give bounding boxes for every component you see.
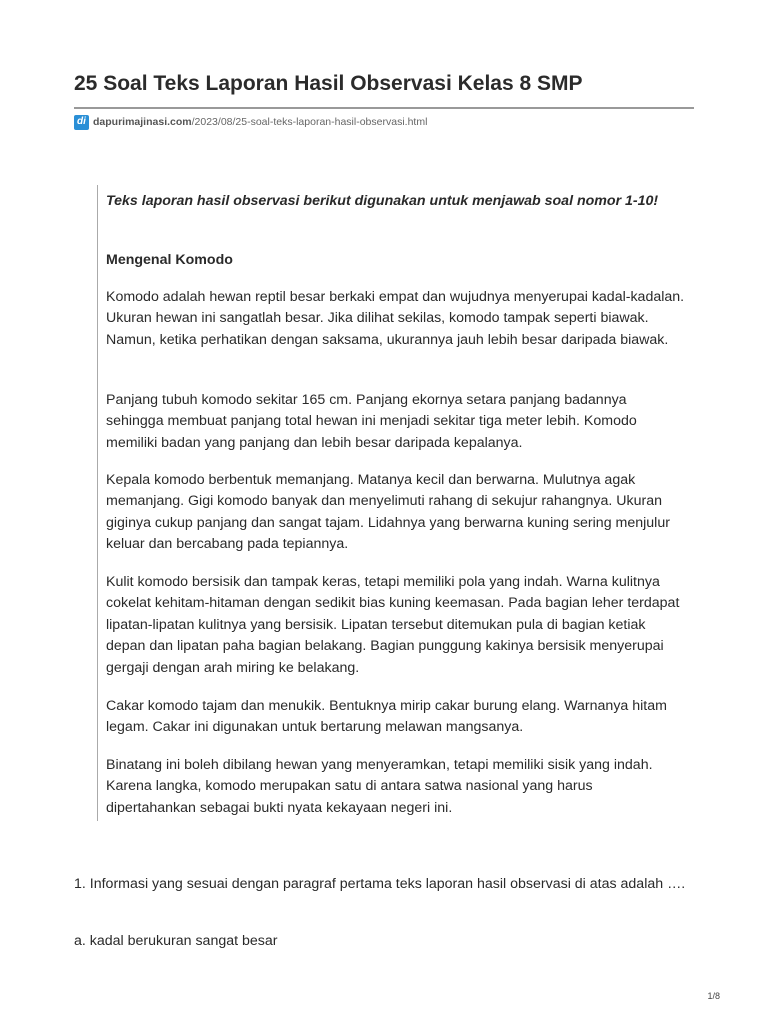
title-divider <box>74 107 694 109</box>
passage-heading: Mengenal Komodo <box>106 252 233 268</box>
page-number: 1/8 <box>707 991 720 1001</box>
source-url[interactable] <box>74 114 427 130</box>
source-domain[interactable]: dapurimajinasi.com <box>93 116 192 128</box>
source-path[interactable]: /2023/08/25-soal-teks-laporan-hasil-observasi.html <box>191 116 428 128</box>
question-1: 1. Informasi yang sesuai dengan paragraf pertama teks laporan hasil observasi di atas adalah …. <box>74 876 686 892</box>
passage-paragraph-2: Panjang tubuh komodo sekitar 165 cm. Panjang ekornya setara panjang badannya sehingga membuat panjang total hewan ini menjadi sekitar tiga meter lebih. Komodo memiliki badan yang panjang dan lebih besar daripada kepalanya. <box>106 392 637 451</box>
passage-paragraph-1: Komodo adalah hewan reptil besar berkaki empat dan wujudnya menyerupai kadal-kadalan. Ukuran hewan ini sangatlah besar. Jika dilihat sekilas, komodo tampak seperti biawak. Namun, ketika perhatikan dengan saksama, ukurannya jauh lebih besar daripada biawak. <box>106 289 685 348</box>
page-title: 25 Soal Teks Laporan Hasil Observasi Kelas 8 SMP <box>74 72 583 95</box>
passage-paragraph-3: Kepala komodo berbentuk memanjang. Matanya kecil dan berwarna. Mulutnya agak memanjang. Gigi komodo banyak dan menyelimuti rahang di sekujur rahangnya. Ukuran giginya cukup panjang dan sangat tajam. Lidahnya yang berwarna kuning sering menjulur keluar dan bercabang pada tepiannya. <box>106 472 670 553</box>
passage-intro: Teks laporan hasil observasi berikut digunakan untuk menjawab soal nomor 1-10! <box>106 193 659 209</box>
passage-paragraph-4: Kulit komodo bersisik dan tampak keras, tetapi memiliki pola yang indah. Warna kulitnya cokelat kehitam-hitaman dengan sedikit bias kuning keemasan. Pada bagian leher terdapat lipatan-lipatan kulitnya yang bersisik. Lipatan tersebut ditemukan pula di bagian ketiak depan dan lipatan paha bagian belakang. Bagian punggung kakinya bersisik menyerupai gergaji dengan arah miring ke belakang. <box>106 574 680 676</box>
question-1-option-a: a. kadal berukuran sangat besar <box>74 933 278 949</box>
dapurimajinasi-logo-icon: di <box>74 115 89 130</box>
passage-paragraph-5: Cakar komodo tajam dan menukik. Bentuknya mirip cakar burung elang. Warnanya hitam legam. Cakar ini digunakan untuk bertarung melawan mangsanya. <box>106 698 667 736</box>
passage-paragraph-6: Binatang ini boleh dibilang hewan yang menyeramkan, tetapi memiliki sisik yang indah. Karena langka, komodo merupakan satu di antara satwa nasional yang harus dipertahankan sebagai bukti nyata kekayaan negeri ini. <box>106 757 653 816</box>
